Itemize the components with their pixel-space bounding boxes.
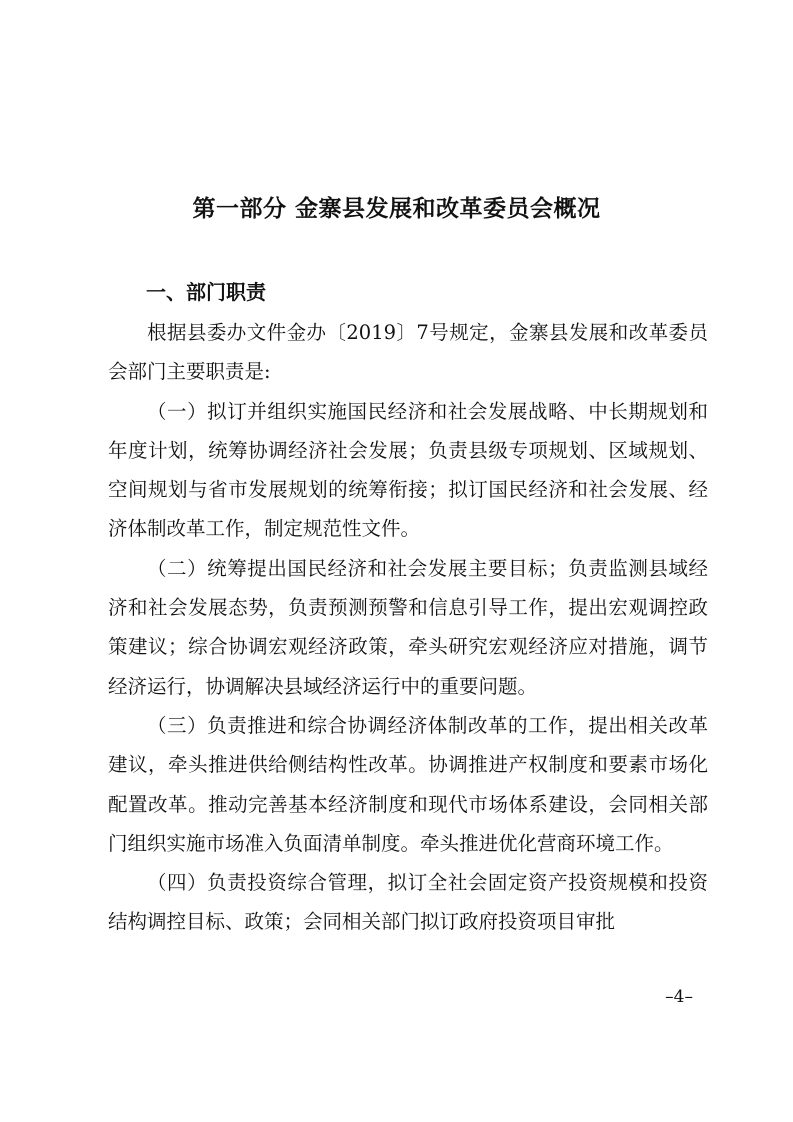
paragraph-duty-4: （四）负责投资综合管理，拟订全社会固定资产投资规模和投资结构调控目标、政策；会同相关部门拟订政府投资项目审批 [108, 871, 708, 934]
paragraph-duty-2: （二）统筹提出国民经济和社会发展主要目标；负责监测县域经济和社会发展态势，负责预测预警和信息引导工作，提出宏观调控政策建议；综合协调宏观经济政策，牵头研究宏观经济应对措施，调节经济运行，协调解决县域经济运行中的重要问题。 [108, 556, 708, 698]
page-number: –4– [665, 987, 693, 1007]
page-title: 第一部分 金寨县发展和改革委员会概况 [192, 195, 601, 222]
section-heading: 一、部门职责 [146, 280, 266, 304]
paragraph-duty-1: （一）拟订并组织实施国民经济和社会发展战略、中长期规划和年度计划，统筹协调经济社会发展；负责县级专项规划、区域规划、空间规划与省市发展规划的统筹衔接；拟订国民经济和社会发展、经济体制改革工作，制定规范性文件。 [108, 399, 708, 541]
body-text [108, 313, 708, 942]
paragraph-intro: 根据县委办文件金办〔2019〕7号规定，金寨县发展和改革委员会部门主要职责是: [108, 321, 708, 384]
paragraph-duty-3: （三）负责推进和综合协调经济体制改革的工作，提出相关改革建议，牵头推进供给侧结构性改革。协调推进产权制度和要素市场化配置改革。推动完善基本经济制度和现代市场体系建设，会同相关部门组织实施市场准入负面清单制度。牵头推进优化营商环境工作。 [108, 713, 708, 855]
